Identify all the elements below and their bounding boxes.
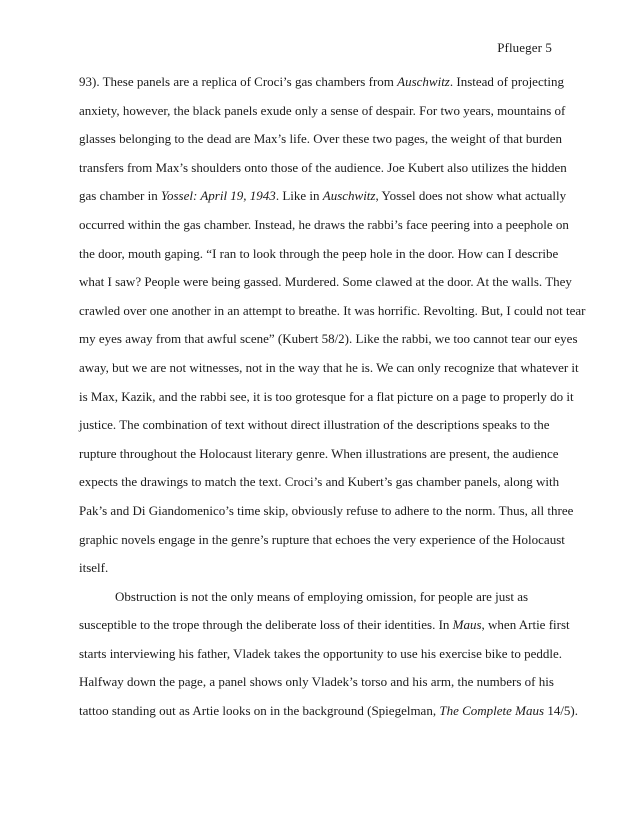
text-run: susceptible to the trope through the deliberate loss of their identities. In [79, 617, 453, 633]
text-line [79, 325, 578, 354]
text-line [79, 97, 566, 126]
text-line [79, 440, 561, 469]
text-line [79, 297, 586, 326]
text-line [79, 240, 561, 269]
text-line [79, 211, 569, 240]
text-line [79, 554, 561, 583]
text-line [79, 640, 561, 669]
text-run: justice. The combination of text without direct illustration of the descriptions speaks to the [79, 417, 550, 433]
text-run: away, but we are not witnesses, not in the way that he is. We can only recognize that whatever it [79, 359, 579, 375]
text-run: starts interviewing his father, Vladek takes the opportunity to use his exercise bike to peddle. [79, 645, 563, 661]
text-run: itself. [79, 560, 109, 576]
paragraph-first-line [79, 583, 561, 612]
text-run: . Instead of projecting [449, 74, 564, 89]
text-line [79, 182, 567, 211]
text-run: is Max, Kazik, and the rabbi see, it is too grotesque for a flat picture on a page to properly do it [79, 388, 574, 404]
text-run: tattoo standing out as Artie looks on in the background (Spiegelman, [79, 703, 440, 719]
body-text [79, 68, 586, 726]
text-run: my eyes away from that awful scene” (Kubert 58/2). Like the rabbi, we too cannot tear our eyes [79, 331, 578, 347]
text-run: , Yossel does not show what actually [375, 188, 567, 204]
text-run: . Like in [275, 188, 323, 204]
text-line [79, 154, 567, 183]
italic-title: Yossel: April 19, 1943 [160, 188, 276, 204]
text-run: transfers from Max’s shoulders onto those of the audience. Joe Kubert also utilizes the hidden [79, 159, 567, 175]
text-run: expects the drawings to match the text. Croci’s and Kubert’s gas chamber panels, along with [79, 474, 560, 490]
text-line [79, 526, 565, 555]
text-run: the door, mouth gaping. “I ran to look through the peep hole in the door. How can I describe [79, 245, 559, 261]
text-run: Obstruction is not the only means of employing omission, for people are just as [115, 588, 529, 604]
text-run: Halfway down the page, a panel shows only Vladek’s torso and his arm, the numbers of his [79, 674, 554, 690]
text-run: glasses belonging to the dead are Max’s life. Over these two pages, the weight of that burden [79, 131, 563, 147]
text-run: what I saw? People were being gassed. Murdered. Some clawed at the door. At the walls. They [79, 274, 572, 290]
text-line [79, 268, 572, 297]
text-line [79, 697, 579, 726]
text-line [79, 668, 561, 697]
text-run: 14/5). [544, 703, 579, 719]
text-line [79, 383, 574, 412]
text-run: anxiety, however, the black panels exude only a sense of despair. For two years, mountains of [79, 102, 566, 118]
text-run: 93). These panels are a replica of Croci’s gas chambers from [79, 74, 398, 89]
italic-title: Auschwitz [322, 188, 376, 204]
text-line [79, 468, 561, 497]
italic-title: The Complete Maus [439, 703, 545, 719]
text-run: occurred within the gas chamber. Instead, he draws the rabbi’s face peering into a peephole on [79, 216, 569, 232]
text-run: Pak’s and Di Giandomenico’s time skip, obviously refuse to adhere to the norm. Thus, all three [79, 502, 574, 518]
italic-title: Maus [452, 617, 482, 633]
text-line [79, 611, 570, 640]
text-line [79, 354, 579, 383]
text-line [79, 68, 564, 97]
text-line [79, 125, 561, 154]
text-run: crawled over one another in an attempt to breathe. It was horrific. Revolting. But, I could not tear [79, 302, 586, 318]
text-run: graphic novels engage in the genre’s rupture that echoes the very experience of the Holocaust [79, 531, 565, 547]
running-head: Pflueger 5 [497, 40, 552, 55]
text-line [79, 411, 561, 440]
text-run: gas chamber in [79, 188, 161, 204]
text-run: , when Artie first [481, 617, 570, 633]
italic-title: Auschwitz [397, 74, 450, 89]
text-line [79, 497, 574, 526]
text-run: rupture throughout the Holocaust literary genre. When illustrations are present, the audience [79, 445, 559, 461]
